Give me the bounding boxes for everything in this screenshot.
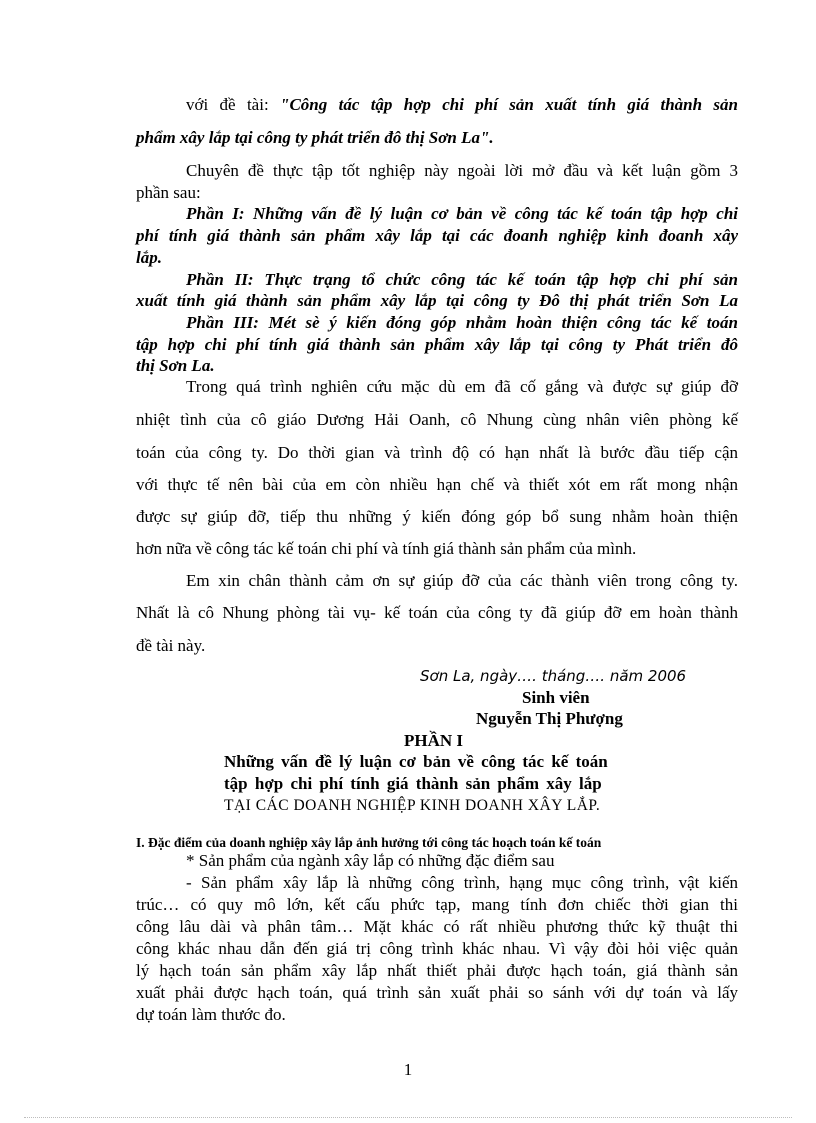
signature-place-date: Sơn La, ngày…. tháng…. năm 2006 xyxy=(420,667,687,685)
part-2-line-1: Phần II: Thực trạng tổ chức công tác kế toán tập hợp chi phí sản xyxy=(186,270,738,289)
intro-prefix: với đề tài: xyxy=(186,95,281,114)
thanks-line-2: Nhất là cô Nhung phòng tài vụ- kế toán của công ty đã giúp đỡ em hoàn thành xyxy=(136,603,738,622)
section-line-4: công khác nhau dẫn đến giá trị công trình khác nhau. Vì vậy đòi hỏi việc quản xyxy=(136,939,738,958)
section-line-6: xuất phải được hạch toán, quá trình sản xuất phải so sánh với dự toán và lấy xyxy=(136,983,738,1002)
ack-line-5: được sự giúp đỡ, tiếp thu những ý kiến đóng góp bổ sung nhằm hoàn thiện xyxy=(136,507,738,526)
section-line-1: - Sản phẩm xây lắp là những công trình, hạng mục công trình, vật kiến xyxy=(186,873,738,892)
thanks-line-3: đề tài này. xyxy=(136,636,206,655)
signature-name: Nguyễn Thị Phượng xyxy=(476,709,623,728)
ack-line-1: Trong quá trình nghiên cứu mặc dù em đã cố gắng và được sự giúp đỡ xyxy=(186,377,738,396)
footer-divider xyxy=(24,1117,792,1118)
intro-line-1 xyxy=(186,95,738,115)
ack-line-2: nhiệt tình của cô giáo Dương Hải Oanh, cô Nhung cùng nhân viên phòng kế xyxy=(136,410,738,429)
section-line-7: dự toán làm thước đo. xyxy=(136,1005,286,1024)
structure-line-2: phần sau: xyxy=(136,183,201,202)
section-line-5: lý hạch toán sản phẩm xây lắp nhất thiết phải được hạch toán, giá thành sản xyxy=(136,961,738,980)
part1-heading-line-3: TẠI CÁC DOANH NGHIỆP KINH DOANH XÂY LẮP. xyxy=(224,797,601,814)
part1-title: PHẦN I xyxy=(404,731,464,750)
section-line-3: công lâu dài và phân tâm… Mặt khác có rất nhiều phương thức kỹ thuật thi xyxy=(136,917,738,936)
signature-role: Sinh viên xyxy=(522,688,590,707)
part-1-line-1: Phần I: Những vấn đề lý luận cơ bản về công tác kế toán tập hợp chi xyxy=(186,204,738,223)
part-1-line-3: lắp. xyxy=(136,248,162,267)
part-3-line-1: Phần III: Mét sè ý kiến đóng góp nhằm hoàn thiện công tác kế toán xyxy=(186,313,738,332)
part-3-line-2: tập hợp chi phí tính giá thành sản phẩm xây lắp tại công ty Phát triển đô xyxy=(136,335,738,354)
part1-heading-line-1: Những vấn đề lý luận cơ bản về công tác kế toán xyxy=(224,752,608,771)
part-1-line-2: phí tính giá thành sản phẩm xây lắp tại các đoanh nghiệp kinh đoanh xây xyxy=(136,226,738,245)
page-number: 1 xyxy=(403,1060,413,1079)
part-2-line-2: xuất tính giá thành sản phẩm xây lắp tại công ty Đô thị phát triển Sơn La xyxy=(136,291,738,310)
section-heading: I. Đặc điểm của doanh nghiệp xây lắp ảnh hưởng tới công tác hoạch toán kế toán xyxy=(136,835,602,850)
section-line-2: trúc… có quy mô lớn, kết cấu phức tạp, mang tính đơn chiếc thời gian thi xyxy=(136,895,738,914)
part1-heading-line-2: tập hợp chi phí tính giá thành sản phẩm xây lắp xyxy=(224,774,602,793)
structure-line-1: Chuyên đề thực tập tốt nghiệp này ngoài lời mở đầu và kết luận gồm 3 xyxy=(186,161,738,180)
ack-line-6: hơn nữa về công tác kế toán chi phí và tính giá thành sản phẩm của mình. xyxy=(136,539,637,558)
ack-line-3: toán của công ty. Do thời gian và trình độ có hạn nhất là bước đầu tiếp cận xyxy=(136,443,738,462)
intro-title-part-1: "Công tác tập hợp chi phí sản xuất tính giá thành sản xyxy=(280,95,738,114)
thanks-line-1: Em xin chân thành cảm ơn sự giúp đỡ của các thành viên trong công ty. xyxy=(186,571,738,590)
intro-title-part-2: phẩm xây lắp tại công ty phát triển đô thị Sơn La". xyxy=(136,128,494,147)
ack-line-4: với thực tế nên bài của em còn nhiều hạn chế và thiết xót em rất mong nhận xyxy=(136,475,738,494)
section-subheading: * Sản phẩm của ngành xây lắp có những đặc điểm sau xyxy=(186,851,555,870)
part-3-line-3: thị Sơn La. xyxy=(136,356,215,375)
